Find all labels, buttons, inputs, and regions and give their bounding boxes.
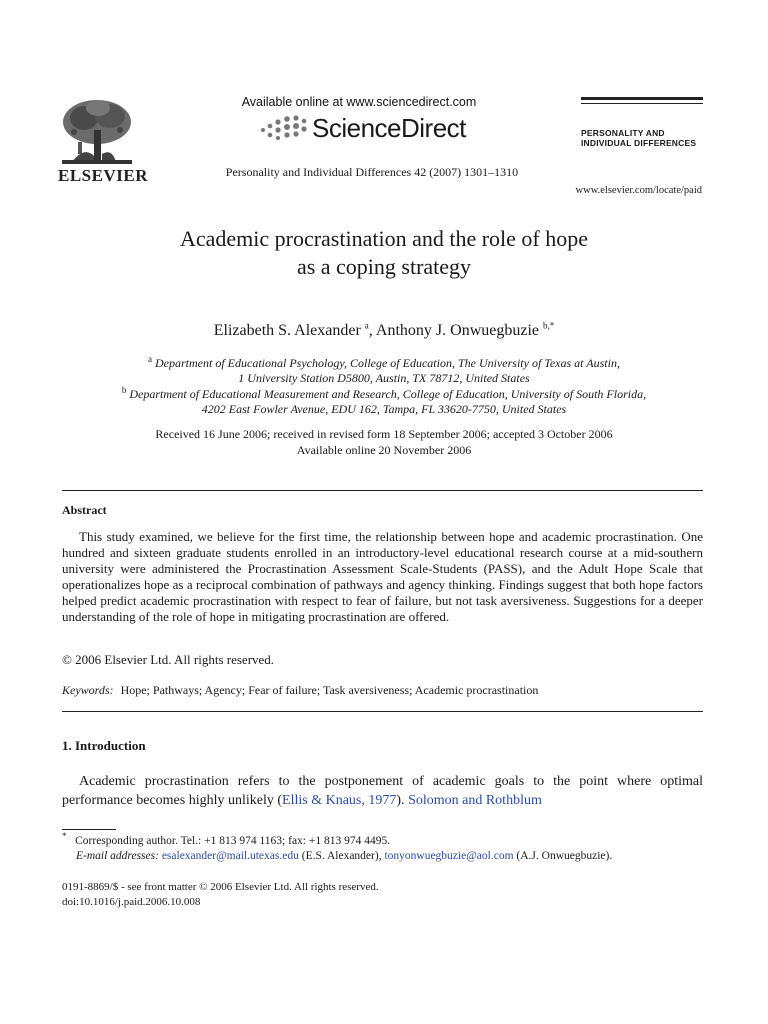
- section-heading-introduction: 1. Introduction: [62, 738, 146, 753]
- intro-text-between: ).: [396, 793, 409, 808]
- email-footnote: [76, 849, 612, 864]
- journal-title-block: [581, 128, 696, 148]
- email-link-alexander[interactable]: esalexander@mail.utexas.edu: [161, 850, 299, 862]
- affiliation-b-mark: b: [121, 385, 127, 395]
- affiliation-b-line1: Department of Educational Measurement and Research, College of Education, University of South Florida,: [129, 387, 647, 401]
- title-line-1: Academic procrastination and the role of hope: [179, 226, 589, 251]
- affiliation-b-line2: 4202 East Fowler Avenue, EDU 162, Tampa, FL 33620-7750, United States: [201, 402, 567, 416]
- sciencedirect-wordmark: ScienceDirect: [312, 113, 466, 143]
- journal-title-line1: PERSONALITY AND: [581, 128, 665, 138]
- email-link-onwuegbuzie[interactable]: tonyonwuegbuzie@aol.com: [384, 850, 514, 862]
- abstract-top-rule: [62, 490, 703, 491]
- front-matter-info: [62, 880, 379, 910]
- corresponding-author-text: Corresponding author. Tel.: +1 813 974 1163; fax: +1 813 974 4495.: [75, 835, 391, 847]
- keywords-label: Keywords:: [62, 683, 114, 697]
- publisher-name: ELSEVIER: [58, 166, 148, 185]
- abstract-bottom-rule: [62, 711, 703, 712]
- citation-link-ellis-knaus[interactable]: Ellis & Knaus, 1977: [282, 793, 397, 808]
- abstract-copyright: © 2006 Elsevier Ltd. All rights reserved.: [62, 652, 275, 667]
- intro-text: Academic procrastination refers to the postponement of academic goals to the point where optimal performance becomes highly unlikely (: [62, 774, 703, 808]
- email2-owner: (A.J. Onwuegbuzie).: [513, 850, 613, 862]
- doi-line: doi:10.1016/j.paid.2006.10.008: [62, 896, 201, 908]
- corresponding-author-footnote: [62, 831, 391, 849]
- email1-owner: (E.S. Alexander),: [298, 850, 385, 862]
- available-online-line: Available online at www.sciencedirect.com: [241, 95, 477, 109]
- abstract-text: This study examined, we believe for the first time, the relationship between hope and academic procrastination. One hundred and sixteen graduate students enrolled in an introductory-level educational research course at a mid-southern university were administered the Procrastination Assessment Scale-Students (PASS), and the Adult Hope Scale that operationalizes hope as a reciprocal combination of pathways and agency thinking. Findings suggest that both hope factors helped predict academic procrastination with respect to fear of failure, but not task aversiveness. Suggestions for a deeper understanding of the role of hope in mitigating procrastination are offered.: [62, 529, 703, 625]
- affiliation-a: [0, 356, 768, 386]
- affiliation-a-mark: a: [148, 354, 153, 364]
- issn-line: 0191-8869/$ - see front matter © 2006 Elsevier Ltd. All rights reserved.: [62, 881, 379, 893]
- available-online-date: Available online 20 November 2006: [296, 443, 472, 457]
- affiliation-a-line2: 1 University Station D5800, Austin, TX 78712, United States: [238, 371, 530, 385]
- journal-banner-rule-thin: [581, 103, 703, 104]
- footnote-rule: [62, 829, 116, 830]
- affiliation-a-line1: Department of Educational Psychology, College of Education, The University of Texas at Austin,: [155, 356, 620, 370]
- journal-citation: Personality and Individual Differences 42 (2007) 1301–1310: [225, 165, 519, 179]
- author-1-affiliation-mark[interactable]: a: [364, 320, 369, 331]
- footnote-mark: *: [62, 831, 67, 842]
- author-separator: ,: [368, 322, 376, 339]
- citation-link-solomon-rothblum[interactable]: Solomon and Rothblum: [408, 793, 542, 808]
- author-2: Anthony J. Onwuegbuzie: [375, 322, 540, 339]
- journal-url-link[interactable]: www.elsevier.com/locate/paid: [575, 185, 702, 196]
- sciencedirect-dots-icon: [260, 115, 310, 141]
- affiliation-b: [0, 387, 768, 417]
- author-1: Elizabeth S. Alexander: [213, 322, 361, 339]
- introduction-paragraph: [62, 772, 703, 810]
- abstract-heading: Abstract: [62, 503, 107, 517]
- author-2-affiliation-mark[interactable]: b,*: [543, 320, 555, 331]
- keywords-line: [62, 683, 538, 698]
- journal-banner-rule: [581, 97, 703, 100]
- article-history: [0, 426, 768, 458]
- received-dates: Received 16 June 2006; received in revised form 18 September 2006; accepted 3 October 2006: [155, 427, 613, 441]
- title-line-2: as a coping strategy: [296, 254, 472, 279]
- email-label: E-mail addresses:: [76, 850, 159, 862]
- journal-title-line2: INDIVIDUAL DIFFERENCES: [581, 138, 697, 148]
- article-title: [0, 225, 768, 281]
- keywords-list: Hope; Pathways; Agency; Fear of failure; Task aversiveness; Academic procrastination: [120, 683, 539, 697]
- author-list: [0, 322, 768, 340]
